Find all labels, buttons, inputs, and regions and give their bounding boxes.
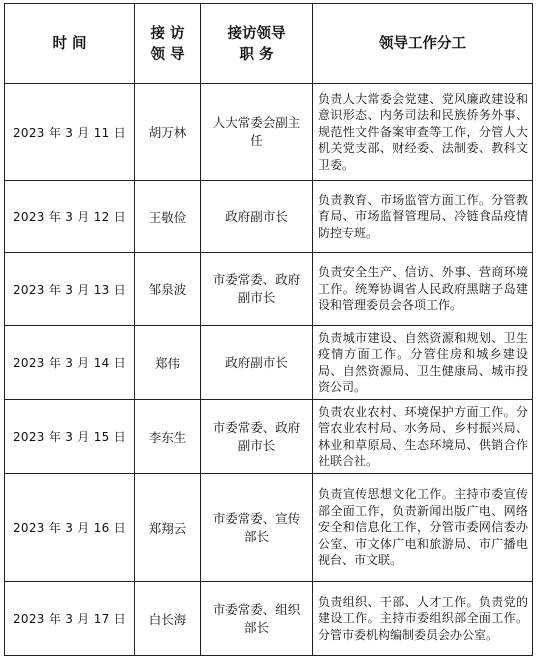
- cell-duties: 负责教育、市场监管方面工作。分管教育局、市场监督管理局、冷链食品疫情防控专班。: [313, 181, 533, 253]
- table-row: [5, 400, 533, 474]
- cell-duties: 负责农业农村、环境保护方面工作。分管农业农村局、水务局、乡村振兴局、林业和草原局、生态环境局、供销合作社联合社。: [313, 400, 533, 474]
- header-leader: 接 访 领 导: [135, 4, 201, 84]
- cell-name: 李东生: [135, 400, 201, 474]
- table-row: [5, 474, 533, 582]
- cell-date: 2023 年 3 月 17 日: [5, 582, 135, 656]
- header-time: 时 间: [5, 4, 135, 84]
- cell-duties: 负责安全生产、信访、外事、营商环境工作。统筹协调省人民政府黑瞎子岛建设和管理委员会各项工作。: [313, 253, 533, 326]
- cell-date: 2023 年 3 月 12 日: [5, 181, 135, 253]
- table-row: [5, 181, 533, 253]
- cell-name: 白长海: [135, 582, 201, 656]
- cell-date: 2023 年 3 月 14 日: [5, 326, 135, 400]
- table-row: [5, 253, 533, 326]
- header-row: [5, 4, 533, 84]
- cell-position: 市委常委、宣传部长: [201, 474, 313, 582]
- cell-duties: 负责组织、干部、人才工作。负责党的建设工作。主持市委组织部全面工作。分管市委机构编制委员会办公室。: [313, 582, 533, 656]
- cell-position: 市委常委、政府副市长: [201, 400, 313, 474]
- table-row: [5, 326, 533, 400]
- cell-position: 政府副市长: [201, 326, 313, 400]
- table-row: [5, 84, 533, 181]
- cell-date: 2023 年 3 月 13 日: [5, 253, 135, 326]
- header-duties: 领导工作分工: [313, 4, 533, 84]
- cell-position: 政府副市长: [201, 181, 313, 253]
- cell-date: 2023 年 3 月 16 日: [5, 474, 135, 582]
- cell-name: 邹泉波: [135, 253, 201, 326]
- cell-name: 胡万林: [135, 84, 201, 181]
- cell-duties: 负责人大常委会党建、党风廉政建设和意识形态、内务司法和民族侨务外事、规范性文件备案审查等工作，分管人大机关党支部、财经委、法制委、教科文卫委。: [313, 84, 533, 181]
- cell-position: 市委常委、组织部长: [201, 582, 313, 656]
- reception-schedule-table: [4, 3, 533, 656]
- header-position: 接访领导 职 务: [201, 4, 313, 84]
- cell-duties: 负责城市建设、自然资源和规划、卫生疫情方面工作。分管住房和城乡建设局、自然资源局、卫生健康局、城市投资公司。: [313, 326, 533, 400]
- cell-name: 郑伟: [135, 326, 201, 400]
- cell-position: 市委常委、政府副市长: [201, 253, 313, 326]
- cell-name: 王敬俭: [135, 181, 201, 253]
- cell-date: 2023 年 3 月 11 日: [5, 84, 135, 181]
- cell-date: 2023 年 3 月 15 日: [5, 400, 135, 474]
- cell-position: 人大常委会副主任: [201, 84, 313, 181]
- cell-duties: 负责宣传思想文化工作。主持市委宣传部全面工作，负责新闻出版广电、网络安全和信息化工作，分管市委网信委办公室、市文体广电和旅游局、市广播电视台、市文联。: [313, 474, 533, 582]
- table-row: [5, 582, 533, 656]
- cell-name: 郑翔云: [135, 474, 201, 582]
